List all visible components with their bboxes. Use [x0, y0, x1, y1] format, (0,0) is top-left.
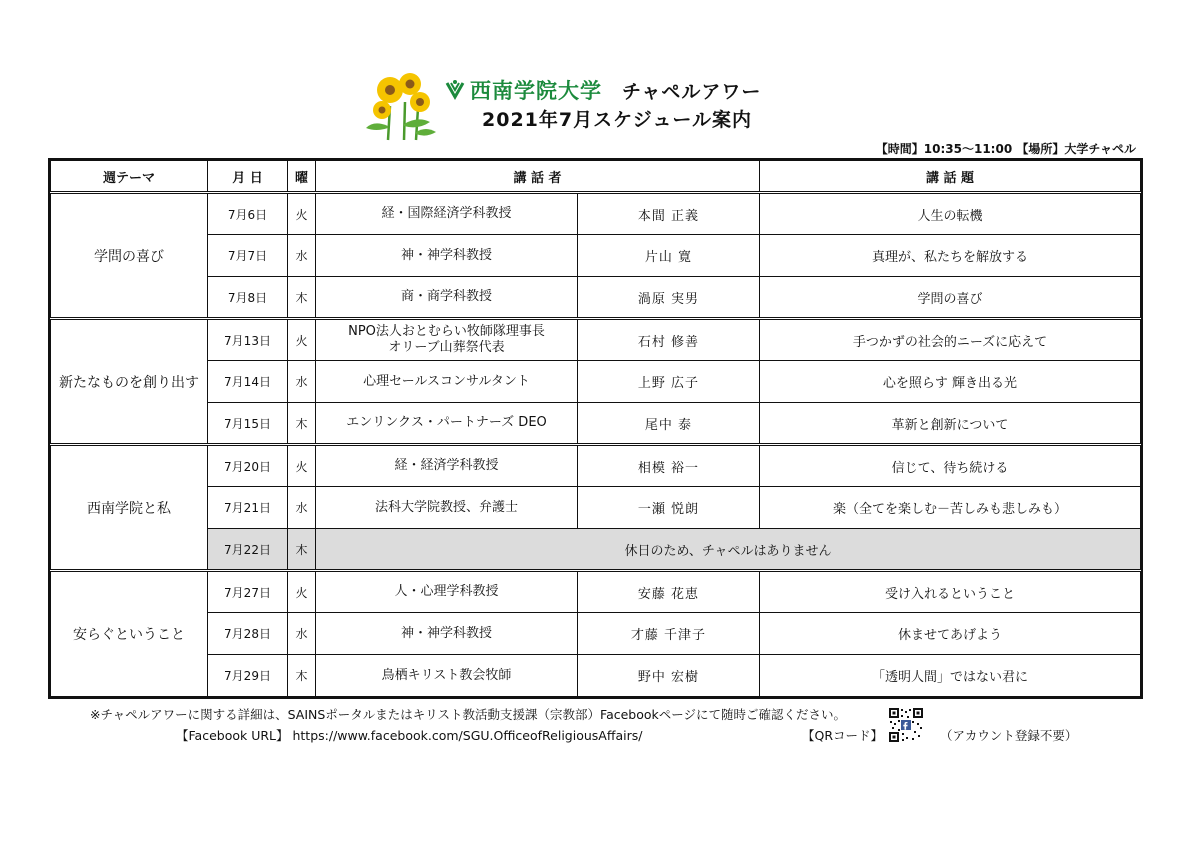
- date-cell: 7月7日: [208, 235, 288, 277]
- table-row: [51, 193, 1141, 235]
- affiliation-cell: エンリンクス・パートナーズ DEO: [316, 403, 578, 445]
- topic-cell: 学問の喜び: [760, 277, 1141, 319]
- week-theme: 安らぐということ: [51, 571, 208, 697]
- day-cell: 火: [288, 193, 316, 235]
- affiliation-cell: 鳥栖キリスト教会牧師: [316, 655, 578, 697]
- table-row: [51, 445, 1141, 487]
- chapel-hour-label: チャペルアワー: [622, 80, 762, 103]
- time-place-info: 【時間】10:35〜11:00 【場所】大学チャペル: [875, 142, 1136, 156]
- table-row: [51, 655, 1141, 697]
- university-name: 西南学院大学: [470, 79, 602, 103]
- table-row: [51, 235, 1141, 277]
- topic-cell: 心を照らす 輝き出る光: [760, 361, 1141, 403]
- affiliation-cell: 人・心理学科教授: [316, 571, 578, 613]
- date-cell: 7月20日: [208, 445, 288, 487]
- speaker-name: 本間 正義: [578, 193, 760, 235]
- affiliation-cell: 経・経済学科教授: [316, 445, 578, 487]
- week-theme: 新たなものを創り出す: [51, 319, 208, 445]
- affiliation-cell: 商・商学科教授: [316, 277, 578, 319]
- header-day: 曜: [288, 161, 316, 193]
- account-note: （アカウント登録不要）: [940, 728, 1078, 743]
- speaker-name: 相模 裕一: [578, 445, 760, 487]
- affiliation-cell: 法科大学院教授、弁護士: [316, 487, 578, 529]
- affiliation-cell: 神・神学科教授: [316, 235, 578, 277]
- speaker-name: 上野 広子: [578, 361, 760, 403]
- affiliation-cell: 神・神学科教授: [316, 613, 578, 655]
- speaker-name: 野中 宏樹: [578, 655, 760, 697]
- header-theme: 週テーマ: [51, 161, 208, 193]
- schedule-table: [50, 160, 1141, 697]
- affiliation-cell: [316, 319, 578, 361]
- topic-cell: 人生の転機: [760, 193, 1141, 235]
- topic-cell: 手つかずの社会的ニーズに応えて: [760, 319, 1141, 361]
- speaker-name: 安藤 花恵: [578, 571, 760, 613]
- table-row: [51, 613, 1141, 655]
- topic-cell: 真理が、私たちを解放する: [760, 235, 1141, 277]
- speaker-name: 片山 寛: [578, 235, 760, 277]
- header-topic: 講 話 題: [760, 161, 1141, 193]
- day-cell: 火: [288, 445, 316, 487]
- date-cell: 7月27日: [208, 571, 288, 613]
- day-cell: 火: [288, 571, 316, 613]
- facebook-url-link[interactable]: 【Facebook URL】 https://www.facebook.com/SGU.OfficeofReligiousAffairs/: [176, 728, 643, 743]
- affiliation-line-2: オリーブ山葬祭代表: [388, 340, 505, 355]
- day-cell: 木: [288, 403, 316, 445]
- day-cell: 水: [288, 361, 316, 403]
- brand-header: [444, 76, 761, 104]
- date-cell: 7月15日: [208, 403, 288, 445]
- speaker-name: 一瀬 悦朗: [578, 487, 760, 529]
- speaker-name: 才藤 千津子: [578, 613, 760, 655]
- day-cell: 火: [288, 319, 316, 361]
- topic-cell: 「透明人間」ではない君に: [760, 655, 1141, 697]
- table-row: [51, 319, 1141, 361]
- topic-cell: 革新と創新について: [760, 403, 1141, 445]
- date-cell: 7月6日: [208, 193, 288, 235]
- week-theme: 学問の喜び: [51, 193, 208, 319]
- topic-cell: 休ませてあげよう: [760, 613, 1141, 655]
- table-row: [51, 487, 1141, 529]
- qr-code-icon[interactable]: [888, 707, 924, 743]
- table-row: [51, 361, 1141, 403]
- table-row: [51, 571, 1141, 613]
- holiday-row: [51, 529, 1141, 571]
- date-cell: 7月21日: [208, 487, 288, 529]
- day-cell: 木: [288, 529, 316, 571]
- day-cell: 木: [288, 277, 316, 319]
- day-cell: 水: [288, 487, 316, 529]
- topic-cell: 信じて、待ち続ける: [760, 445, 1141, 487]
- date-cell: 7月29日: [208, 655, 288, 697]
- date-cell: 7月8日: [208, 277, 288, 319]
- no-chapel-notice: 休日のため、チャペルはありません: [316, 529, 1141, 571]
- qr-code-label: 【QRコード】: [802, 728, 884, 743]
- header-date: 月 日: [208, 161, 288, 193]
- date-cell: 7月22日: [208, 529, 288, 571]
- day-cell: 水: [288, 613, 316, 655]
- topic-cell: 受け入れるということ: [760, 571, 1141, 613]
- table-row: [51, 403, 1141, 445]
- header-speaker: 講 話 者: [316, 161, 760, 193]
- date-cell: 7月13日: [208, 319, 288, 361]
- week-theme: 西南学院と私: [51, 445, 208, 571]
- day-cell: 水: [288, 235, 316, 277]
- date-cell: 7月14日: [208, 361, 288, 403]
- date-cell: 7月28日: [208, 613, 288, 655]
- affiliation-line-1: NPO法人おとむらい牧師隊理事長: [348, 324, 545, 339]
- topic-cell: 楽（全てを楽しむ－苦しみも悲しみも）: [760, 487, 1141, 529]
- speaker-name: 石村 修善: [578, 319, 760, 361]
- speaker-name: 渦原 実男: [578, 277, 760, 319]
- affiliation-cell: 経・国際経済学科教授: [316, 193, 578, 235]
- footer-note: ※チャペルアワーに関する詳細は、SAINSポータルまたはキリスト教活動支援課（宗教部）Facebookページにて随時ご確認ください。: [90, 707, 847, 722]
- speaker-name: 尾中 泰: [578, 403, 760, 445]
- affiliation-cell: 心理セールスコンサルタント: [316, 361, 578, 403]
- university-logo-icon: [444, 79, 466, 101]
- page-title: 2021年7月スケジュール案内: [482, 109, 752, 131]
- table-header-row: [51, 161, 1141, 193]
- sunflower-illustration: [360, 66, 440, 142]
- day-cell: 木: [288, 655, 316, 697]
- table-row: [51, 277, 1141, 319]
